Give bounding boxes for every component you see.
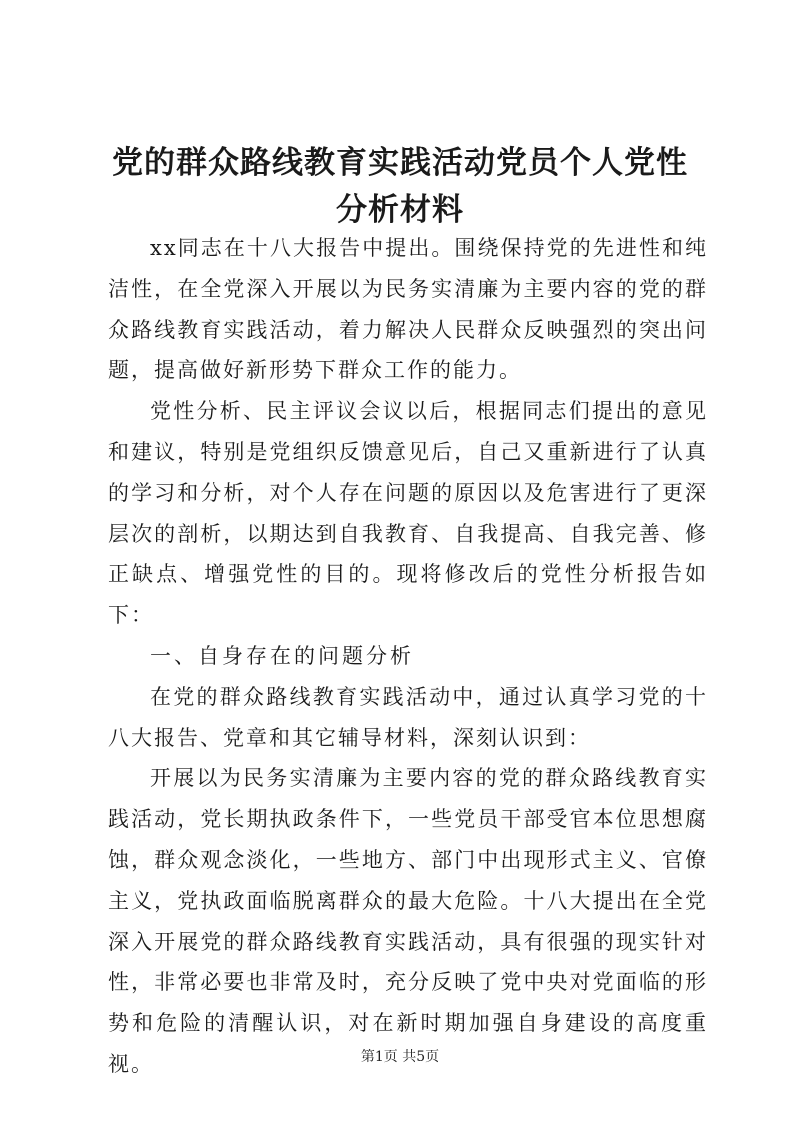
document-body — [108, 228, 708, 1085]
section-heading: 一、自身存在的问题分析 — [150, 643, 414, 668]
paragraph-intro: xx同志在十八大报告中提出。围绕保持党的先进性和纯洁性，在全党深入开展以为民务实清廉为主要内容的党的群众路线教育实践活动，着力解决人民群众反映强烈的突出问题，提高做好新形势下群众工作的能力。 — [108, 236, 708, 383]
document-title: 党的群众路线教育实践活动党员个人党性分析材料 — [112, 145, 688, 228]
paragraph-significance: 开展以为民务实清廉为主要内容的党的群众路线教育实践活动，党长期执政条件下，一些党员干部受官本位思想腐蚀，群众观念淡化，一些地方、部门中出现形式主义、官僚主义，党执政面临脱离群众的最大危险。十八大提出在全党深入开展党的群众路线教育实践活动，具有很强的现实针对性，非常必要也非常及时，充分反映了党中央对党面临的形势和危险的清醒认识，对在新时期加强自身建设的高度重视。 — [108, 766, 708, 1076]
page-number-footer: 第1页 共5页 — [360, 1049, 440, 1065]
paragraph-learning: 在党的群众路线教育实践活动中，通过认真学习党的十八大报告、党章和其它辅导材料，深刻认识到： — [108, 684, 708, 750]
paragraph-analysis: 党性分析、民主评议会议以后，根据同志们提出的意见和建议，特别是党组织反馈意见后，自己又重新进行了认真的学习和分析，对个人存在问题的原因以及危害进行了更深层次的剖析，以期达到自我教育、自我提高、自我完善、修正缺点、增强党性的目的。现将修改后的党性分析报告如下： — [108, 399, 708, 628]
